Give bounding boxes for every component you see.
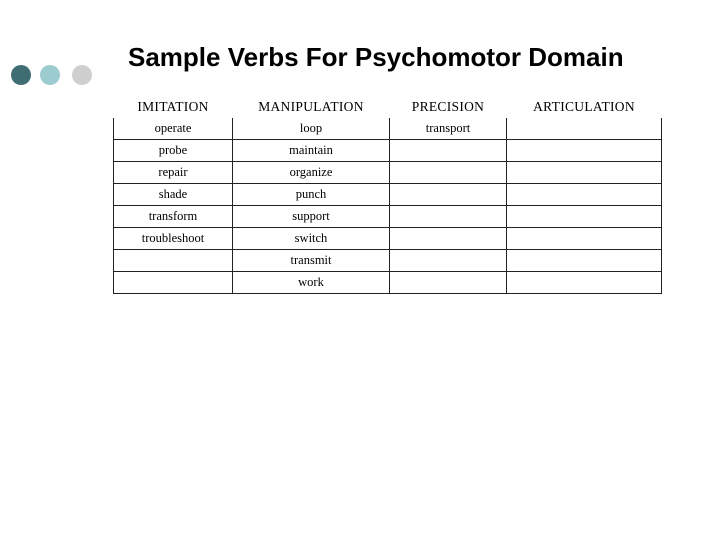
- dot-grey: [72, 65, 92, 85]
- table-cell: [507, 228, 662, 250]
- dot-light-teal: [40, 65, 60, 85]
- table-header-row: [114, 96, 662, 118]
- table-cell: [507, 184, 662, 206]
- table-row: [114, 206, 662, 228]
- table-cell: transport: [390, 118, 507, 140]
- table-cell: [114, 272, 233, 294]
- table-cell: switch: [233, 228, 390, 250]
- table-cell: [390, 184, 507, 206]
- table-cell: [507, 272, 662, 294]
- table-cell: [390, 228, 507, 250]
- table-cell: [390, 272, 507, 294]
- table-cell: repair: [114, 162, 233, 184]
- header-manipulation: MANIPULATION: [258, 99, 364, 114]
- table-cell: troubleshoot: [114, 228, 233, 250]
- table-cell: punch: [233, 184, 390, 206]
- table-cell: transmit: [233, 250, 390, 272]
- dot-dark-teal: [11, 65, 31, 85]
- table-row: [114, 140, 662, 162]
- table-cell: [507, 118, 662, 140]
- table-row: [114, 118, 662, 140]
- header-precision: PRECISION: [411, 99, 485, 114]
- table-cell: [507, 140, 662, 162]
- table-cell: [390, 250, 507, 272]
- table-cell: shade: [114, 184, 233, 206]
- table-cell: [390, 162, 507, 184]
- header-imitation: IMITATION: [137, 99, 209, 114]
- decorative-dots: [11, 65, 101, 85]
- table-cell: [114, 250, 233, 272]
- table-cell: organize: [233, 162, 390, 184]
- table-cell: [390, 206, 507, 228]
- table-cell: [507, 206, 662, 228]
- header-articulation: ARTICULATION: [533, 99, 635, 114]
- table-cell: [507, 250, 662, 272]
- table-cell: [390, 140, 507, 162]
- table-row: [114, 184, 662, 206]
- table-cell: operate: [114, 118, 233, 140]
- slide-title: Sample Verbs For Psychomotor Domain: [128, 42, 624, 72]
- table-cell: [507, 162, 662, 184]
- table-row: [114, 272, 662, 294]
- table-cell: transform: [114, 206, 233, 228]
- table-row: [114, 250, 662, 272]
- table-cell: probe: [114, 140, 233, 162]
- table-row: [114, 162, 662, 184]
- table-cell: maintain: [233, 140, 390, 162]
- table-cell: loop: [233, 118, 390, 140]
- verbs-table: [113, 96, 662, 294]
- table-cell: support: [233, 206, 390, 228]
- table-row: [114, 228, 662, 250]
- table-cell: work: [233, 272, 390, 294]
